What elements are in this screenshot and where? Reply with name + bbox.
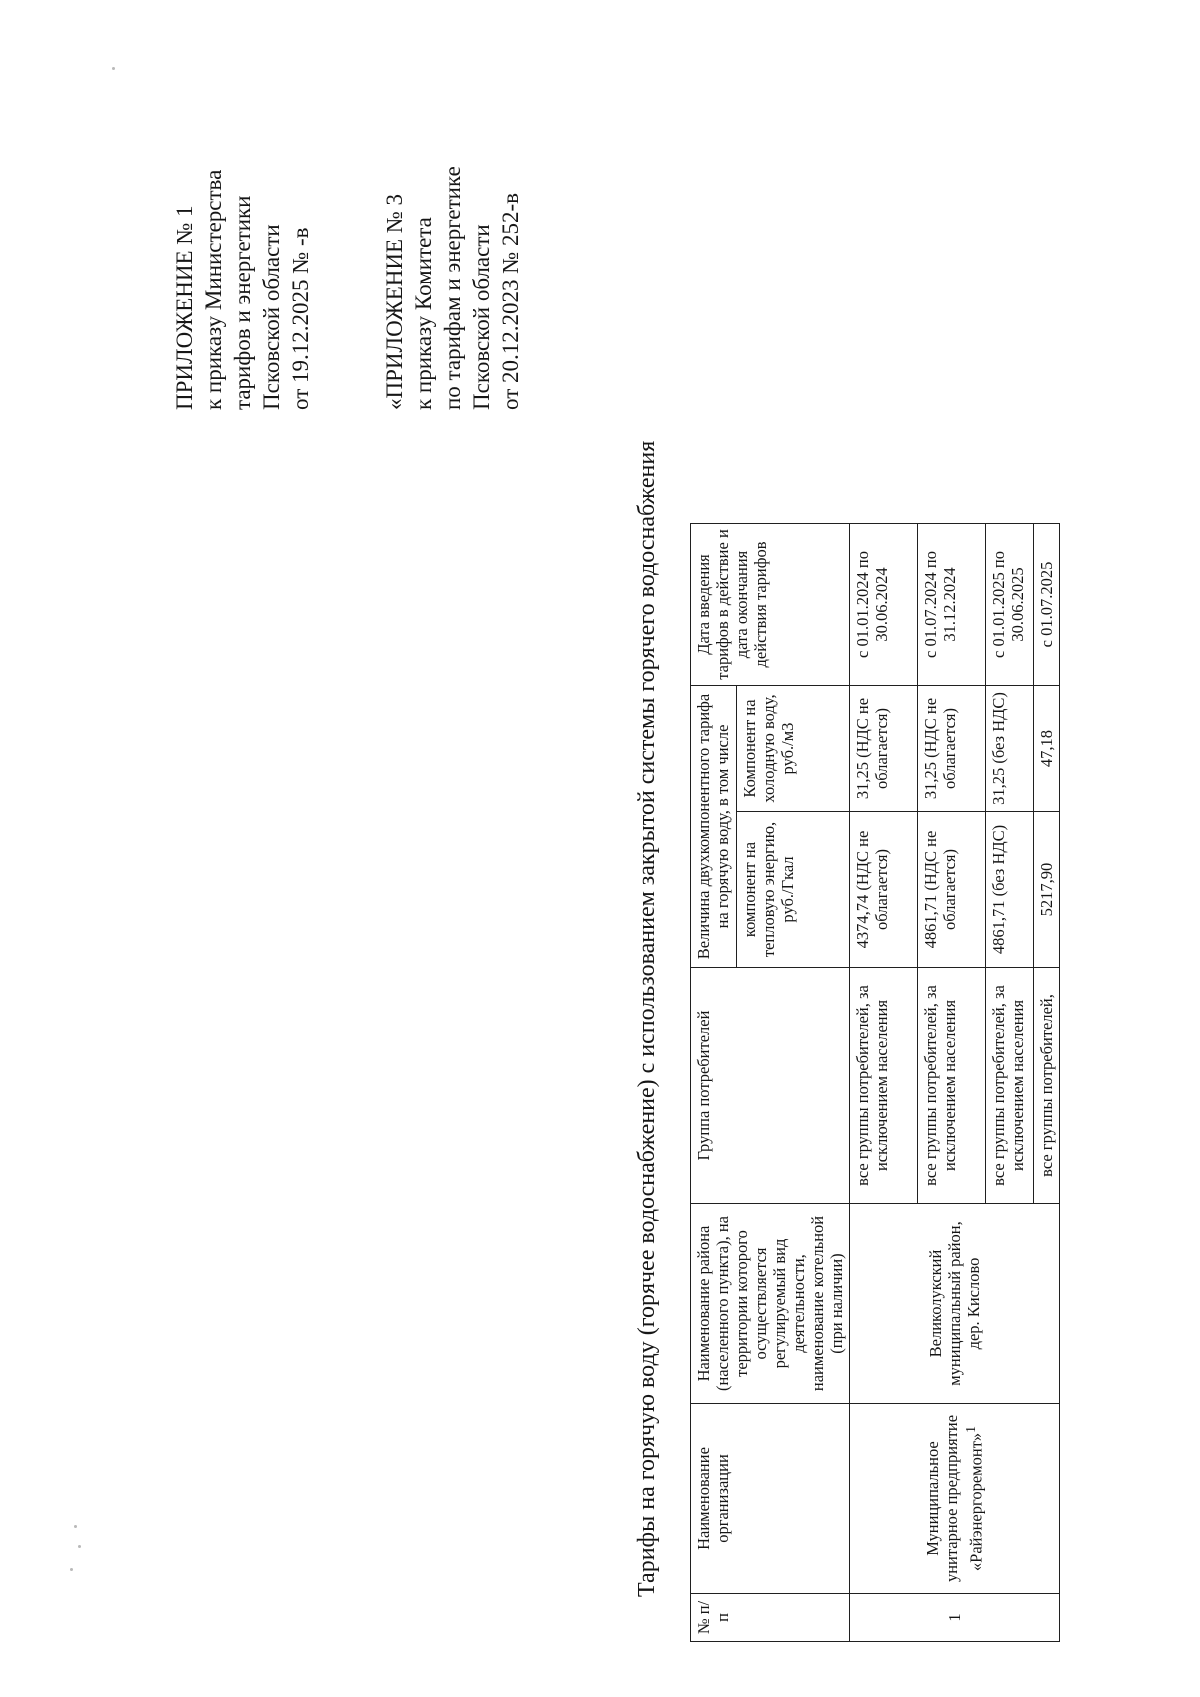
- organization-name-text: Муниципальное унитарное предприятие «Райэнергоремонт»: [923, 1414, 986, 1583]
- appendix-old-line: по тарифам и энергетике: [440, 166, 465, 410]
- header-group: Группа потребителей: [691, 968, 850, 1204]
- header-heat-component: компонент на тепловую энергию, руб./Гкал: [737, 812, 850, 968]
- appendix-new-line: тарифов и энергетики: [230, 195, 255, 410]
- header-district: Наименование района (населенного пункта), на территории которого осуществляется регулируемый вид деятельности, наименование котельной (при наличии): [691, 1204, 850, 1404]
- header-num: № п/п: [691, 1594, 850, 1642]
- appendix-old-line: «ПРИЛОЖЕНИЕ № 3: [382, 193, 407, 410]
- consumer-group-cell: все группы потребителей,: [1034, 968, 1060, 1204]
- scan-speck: [112, 67, 115, 70]
- row-number: 1: [850, 1594, 1060, 1642]
- scan-speck: [74, 1525, 77, 1528]
- heat-component-cell: 4861,71 (без НДС): [986, 812, 1034, 968]
- scan-speck: [78, 1545, 81, 1548]
- header-tariff: Величина двухкомпонентного тарифа на горячую воду, в том числе: [691, 686, 737, 968]
- heat-component-cell: 4861,71 (НДС не облагается): [918, 812, 986, 968]
- header-org: Наименование организации: [691, 1404, 850, 1594]
- appendix-old-line: к приказу Комитета: [411, 217, 436, 410]
- header-date: Дата введения тарифов в действие и дата окончания действия тарифов: [691, 524, 850, 686]
- district-name: Великолукский муниципальный район, дер. Кислово: [850, 1204, 1060, 1404]
- consumer-group-cell: все группы потребителей, за исключением населения: [850, 968, 918, 1204]
- cold-component-cell: 47,18: [1034, 686, 1060, 812]
- cold-component-cell: 31,25 (без НДС): [986, 686, 1034, 812]
- period-cell: с 01.01.2025 по 30.06.2025: [986, 524, 1034, 686]
- cold-component-cell: 31,25 (НДС не облагается): [918, 686, 986, 812]
- heat-component-cell: 4374,74 (НДС не облагается): [850, 812, 918, 968]
- period-cell: с 01.07.2024 по 31.12.2024: [918, 524, 986, 686]
- tariff-table: [690, 523, 1060, 1642]
- organization-footnote-mark: 1: [963, 1425, 979, 1433]
- appendix-new-line: Псковской области: [259, 224, 284, 410]
- consumer-group-cell: все группы потребителей, за исключением населения: [986, 968, 1034, 1204]
- appendix-old-line: от 20.12.2023 № 252-в: [498, 193, 523, 410]
- period-cell: с 01.01.2024 по 30.06.2024: [850, 524, 918, 686]
- cold-component-cell: 31,25 (НДС не облагается): [850, 686, 918, 812]
- appendix-new-header: [170, 170, 315, 410]
- heat-component-cell: 5217,90: [1034, 812, 1060, 968]
- header-cold-component: Компонент на холодную воду, руб./м3: [737, 686, 850, 812]
- period-cell: с 01.07.2025: [1034, 524, 1060, 686]
- appendix-new-line: от 19.12.2025 № -в: [288, 227, 313, 410]
- document-title: Тарифы на горячую воду (горячее водоснабжение) с использованием закрытой системы горячего водоснабжения: [634, 440, 660, 1597]
- appendix-old-line: Псковской области: [469, 224, 494, 410]
- organization-name: [850, 1404, 1060, 1594]
- appendix-new-line: к приказу Министерства: [201, 169, 226, 410]
- scan-speck: [70, 1568, 73, 1571]
- appendix-old-header: [380, 166, 525, 410]
- consumer-group-cell: все группы потребителей, за исключением населения: [918, 968, 986, 1204]
- appendix-new-line: ПРИЛОЖЕНИЕ № 1: [172, 205, 197, 410]
